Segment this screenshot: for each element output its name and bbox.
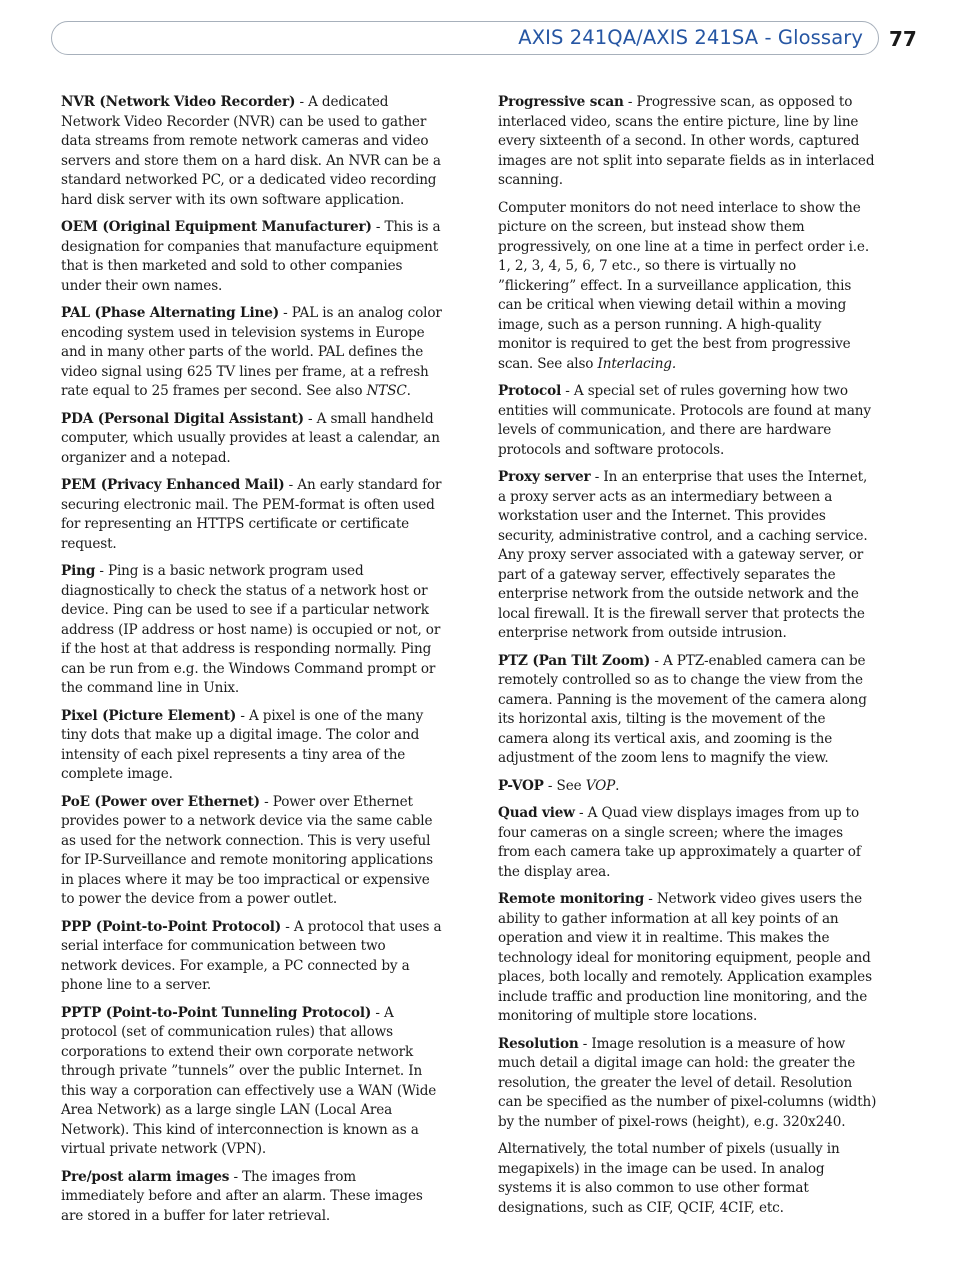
glossary-definition-tail: . xyxy=(615,777,620,794)
glossary-column-left xyxy=(61,93,442,1234)
glossary-entry xyxy=(61,707,442,785)
cross-reference: Interlacing. xyxy=(597,355,677,372)
glossary-term: Proxy server xyxy=(498,469,591,485)
glossary-term: PPTP (Point-to-Point Tunneling Protocol) xyxy=(61,1004,372,1021)
glossary-definition: - Ping is a basic network program used diagnostically to check the status of a network host or device. Ping can be used to see if a particular network address (IP address or host name) is occupied or not, or if the host at that address is responding normally. Ping can be run from e.g. the Windows Command prompt or the command line in Unix. xyxy=(61,563,441,696)
glossary-entry xyxy=(61,410,442,469)
glossary-term: PoE (Power over Ethernet) xyxy=(61,793,260,810)
glossary-definition: - A dedicated Network Video Recorder (NVR) can be used to gather data streams from remote network cameras and video servers and store them on a hard disk. An NVR can be a standard networked PC, or a dedicated video recording hard disk server with its own software application. xyxy=(61,94,441,208)
glossary-definition: - PAL is an analog color encoding system used in television systems in Europe and in many other parts of the world. PAL defines the video signal using 625 TV lines per frame, at a refresh rate equal to 25 frames per second. See also xyxy=(61,305,442,399)
glossary-definition: - A protocol that uses a serial interface for communication between two network devices. For example, a PC connected by a phone line to a server. xyxy=(61,918,442,993)
glossary-entry xyxy=(61,476,442,554)
glossary-entry xyxy=(61,218,442,296)
glossary-entry xyxy=(498,468,878,644)
glossary-definition: - This is a designation for companies that manufacture equipment that is then marketed and sold to other companies under their own names. xyxy=(61,219,441,294)
glossary-definition: - The images from immediately before and after an alarm. These images are stored in a buffer for later retrieval. xyxy=(61,1168,423,1224)
glossary-definition: Computer monitors do not need interlace to show the picture on the screen, but instead show them progressively, on one line at a time in perfect order i.e. 1, 2, 3, 4, 5, 6, 7 etc., so there is virtually no ”flickering” effect. In a surveillance application, this can be critical when viewing detail within a moving image, such as a person running. A high-quality monitor is required to get the best from progressive scan. See also xyxy=(498,199,870,372)
cross-reference: VOP xyxy=(585,777,616,794)
page-number: 77 xyxy=(889,27,917,51)
glossary-term: PTZ (Pan Tilt Zoom) xyxy=(498,652,651,669)
glossary-definition: - Network video gives users the ability to gather information at all key points of an operation and view it in realtime. This makes the technology ideal for monitoring equipment, people and places, both locally and remotely. Application examples include traffic and production line monitoring, and the monitoring of multiple store locations. xyxy=(498,891,872,1024)
glossary-term: P-VOP xyxy=(498,777,544,794)
glossary-term: PAL (Phase Alternating Line) xyxy=(61,305,279,321)
glossary-entry xyxy=(498,777,878,797)
glossary-definition: - Power over Ethernet provides power to a network device via the same cable as used for the network connection. This is very useful for IP-Surveillance and remote monitoring applications in places where it may be too impractical or expensive to power the device from a power outlet. xyxy=(61,793,433,907)
glossary-entry xyxy=(498,1035,878,1133)
glossary-definition: - A Quad view displays images from up to four cameras on a single screen; where the images from each camera take up approximately a quarter of the display area. xyxy=(498,805,861,880)
glossary-definition-tail: . xyxy=(406,383,411,399)
glossary-definition: - In an enterprise that uses the Internet, a proxy server acts as an intermediary between a workstation user and the Internet. This provides security, administrative control, and a caching service. Any proxy server associated with a gateway server, or part of a gateway server, effectively separates the enterprise network from the outside network and the local firewall. It is the firewall server that protects the enterprise network from outside intrusion. xyxy=(498,469,868,641)
glossary-entry xyxy=(61,1004,442,1160)
glossary-definition: - A PTZ-enabled camera can be remotely controlled so as to change the view from the camera. Panning is the movement of the camera along its horizontal axis, tilting is the movement of the camera along its vertical axis, and zooming is the adjustment of the zoom lens to magnify the view. xyxy=(498,652,867,766)
glossary-term: Pre/post alarm images xyxy=(61,1168,230,1185)
glossary-definition: - A pixel is one of the many tiny dots that make up a digital image. The color and intensity of each pixel represents a tiny area of the complete image. xyxy=(61,707,424,782)
glossary-definition: - Image resolution is a measure of how much detail a digital image can hold: the greater the resolution, the greater the level of detail. Resolution can be specified as the number of pixel-columns (width) by the number of pixel-rows (height), e.g. 320x240. xyxy=(498,1035,877,1130)
glossary-entry xyxy=(61,304,442,402)
glossary-entry xyxy=(498,652,878,769)
glossary-entry xyxy=(498,804,878,882)
glossary-term: Remote monitoring xyxy=(498,891,645,907)
glossary-entry xyxy=(61,1168,442,1227)
glossary-definition: Alternatively, the total number of pixels (usually in megapixels) in the image can be used. In analog systems it is also common to use other format designations, such as CIF, QCIF, 4CIF, etc. xyxy=(498,1141,840,1216)
glossary-column-right xyxy=(498,93,878,1226)
glossary-entry xyxy=(498,93,878,191)
glossary-entry xyxy=(498,382,878,460)
glossary-term: NVR (Network Video Recorder) xyxy=(61,94,296,110)
glossary-definition: - An early standard for securing electronic mail. The PEM-format is often used for representing an HTTPS certificate or certificate request. xyxy=(61,477,442,552)
glossary-term: Ping xyxy=(61,563,96,579)
glossary-entry-continued xyxy=(498,1140,878,1218)
glossary-term: PPP (Point-to-Point Protocol) xyxy=(61,918,282,935)
glossary-term: Resolution xyxy=(498,1035,579,1052)
glossary-term: Progressive scan xyxy=(498,94,624,110)
glossary-entry xyxy=(61,793,442,910)
glossary-term: Protocol xyxy=(498,383,562,399)
glossary-entry xyxy=(498,890,878,1027)
glossary-entry xyxy=(61,918,442,996)
glossary-term: PDA (Personal Digital Assistant) xyxy=(61,410,304,427)
glossary-term: Quad view xyxy=(498,805,575,821)
glossary-entry-continued xyxy=(498,199,878,375)
glossary-term: OEM (Original Equipment Manufacturer) xyxy=(61,219,372,235)
glossary-definition: - Progressive scan, as opposed to interlaced video, scans the entire picture, line by line every sixteenth of a second. In other words, captured images are not split into separate fields as in interlaced scanning. xyxy=(498,94,875,188)
glossary-definition: - A special set of rules governing how two entities will communicate. Protocols are found at many levels of communication, and there are hardware protocols and software protocols. xyxy=(498,383,871,458)
page-title: AXIS 241QA/AXIS 241SA - Glossary xyxy=(518,26,863,49)
glossary-entry xyxy=(61,562,442,699)
glossary-term: PEM (Privacy Enhanced Mail) xyxy=(61,477,285,493)
glossary-entry xyxy=(61,93,442,210)
glossary-definition: - See xyxy=(543,777,586,794)
glossary-definition: - A protocol (set of communication rules) that allows corporations to extend their own corporate network through private ”tunnels” over the public Internet. In this way a corporation can effectively use a WAN (Wide Area Network) as a large single LAN (Local Area Network). This kind of interconnection is known as a virtual private network (VPN). xyxy=(61,1004,437,1157)
cross-reference: NTSC xyxy=(366,383,407,399)
glossary-definition: - A small handheld computer, which usually provides at least a calendar, an organizer and a notepad. xyxy=(61,410,440,466)
glossary-term: Pixel (Picture Element) xyxy=(61,707,237,724)
